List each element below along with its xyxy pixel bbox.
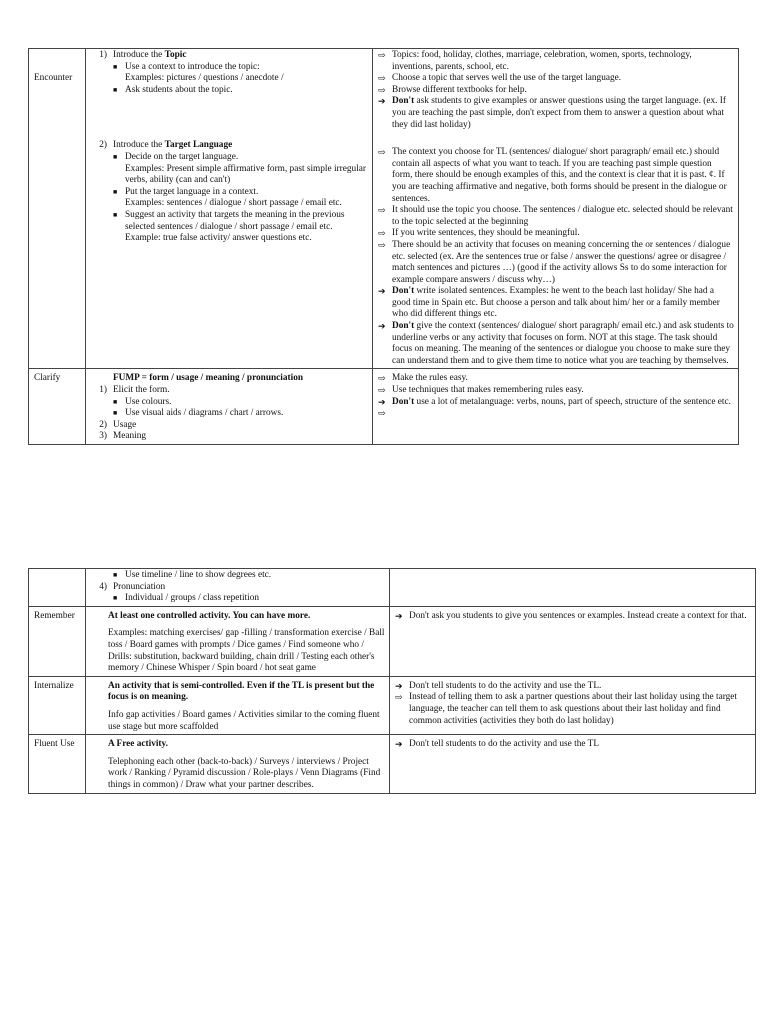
bullet-item: ■ Ask students about the topic. xyxy=(113,84,233,95)
outline-arrow-icon: ⇨ xyxy=(378,373,386,384)
stage-label-cell xyxy=(29,569,86,607)
remember-notes xyxy=(395,611,751,623)
note-item xyxy=(395,611,751,623)
note-item xyxy=(378,240,734,286)
encounter-topic-notes xyxy=(378,50,734,131)
note-text: Topics: food, holiday, clothes, marriage, celebration, women, sports, technology, inventions, parents, school, etc. xyxy=(392,50,692,72)
note-text: Use techniques that makes remembering rules easy. xyxy=(392,385,584,396)
internalize-notes-cell xyxy=(390,676,756,734)
stage-label-remember: Remember xyxy=(34,610,75,621)
fump-heading: FUMP = form / usage / meaning / pronunciation xyxy=(113,373,304,384)
note-text: write isolated sentences. Examples: he went to the beach last holiday/ She had a good time in Spain etc. But choose a person and talk about him/ her or a family member who did different things etc. xyxy=(392,286,720,320)
clarify-steps-cell xyxy=(86,369,373,445)
internalize-cell xyxy=(86,676,390,734)
example-text: Examples: pictures / questions / anecdote / xyxy=(125,73,284,84)
encounter-notes-cell xyxy=(373,49,739,369)
outline-arrow-icon: ⇨ xyxy=(378,385,386,396)
outline-arrow-icon: ⇨ xyxy=(378,147,386,158)
square-bullet-icon: ■ xyxy=(113,85,118,94)
stage-label-fluent-use: Fluent Use xyxy=(34,739,75,750)
bold-arrow-icon: ➔ xyxy=(395,739,403,750)
note-text: Instead of telling them to ask a partner questions about their last holiday using the target language, the teacher can tell them to ask questions about their last holiday and find common activities (activities they both do last holiday) xyxy=(409,692,737,726)
internalize-body: Info gap activities / Board games / Activities similar to the coming fluent use stage but more scaffolded xyxy=(108,709,380,732)
square-bullet-icon: ■ xyxy=(113,152,118,161)
outline-arrow-icon: ⇨ xyxy=(378,408,386,419)
fluent-use-body: Telephoning each other (back-to-back) / Surveys / interviews / Project work / Ranking / Pyramid discussion / Role-plays / Venn Diagrams (Find things in common) / Draw what your partner describes. xyxy=(108,756,381,790)
clarify-notes xyxy=(378,373,734,419)
bullet-item: ■ Individual / groups / class repetition xyxy=(113,593,260,604)
bullet-item: ■ Use a context to introduce the topic: xyxy=(113,61,260,72)
square-bullet-icon: ■ xyxy=(113,409,118,418)
bullet-item: ■ Put the target language in a context. xyxy=(113,186,259,197)
stage-label-cell xyxy=(29,735,86,793)
outline-arrow-icon: ⇨ xyxy=(378,50,386,60)
stage-label-cell xyxy=(29,49,86,369)
remember-cell xyxy=(86,606,390,676)
note-text: Browse different textbooks for help. xyxy=(392,84,527,95)
internalize-row xyxy=(29,676,756,734)
note-item xyxy=(378,228,734,240)
remember-row xyxy=(29,606,756,676)
note-item xyxy=(378,50,734,73)
stage-label-cell xyxy=(29,606,86,676)
note-item xyxy=(378,96,734,131)
note-item xyxy=(378,73,734,85)
example-text: Examples: sentences / dialogue / short passage / email etc. xyxy=(125,198,342,209)
step-meaning: 3) Meaning xyxy=(99,431,147,442)
square-bullet-icon: ■ xyxy=(113,62,118,71)
square-bullet-icon: ■ xyxy=(113,594,118,603)
clarify-continued-row xyxy=(29,569,756,607)
square-bullet-icon: ■ xyxy=(113,571,118,579)
bold-arrow-icon: ➔ xyxy=(378,96,386,107)
fluent-use-row xyxy=(29,735,756,793)
remember-heading: At least one controlled activity. You can have more. xyxy=(108,610,311,621)
note-text: Don't ask you students to give you sentences or examples. Instead create a context for that. xyxy=(409,610,747,621)
fluent-use-cell xyxy=(86,735,390,793)
note-text: There should be an activity that focuses on meaning concerning the or sentences / dialogue etc. selected (ex. Are the sentences true or false / answer the questions/ agree or disagree / match sentences and pictures …) (good if the activity allows Ss to do some interaction for example compare answers / discuss why…) xyxy=(392,239,731,285)
outline-arrow-icon: ⇨ xyxy=(395,692,403,703)
note-item xyxy=(378,408,734,420)
outline-arrow-icon: ⇨ xyxy=(378,84,386,95)
clarify-continued-cell xyxy=(86,569,390,607)
remember-body: Examples: matching exercises/ gap -filling / transformation exercise / Ball toss / Board games with prompts / Dice games / Find someone who / Drills: substitution, backward building, chain drill / Testing each other's memory / Chinese Whisper / Spin board / hot seat game xyxy=(108,628,385,674)
stage-label-cell xyxy=(29,676,86,734)
clarify-row xyxy=(29,369,739,445)
encounter-row xyxy=(29,49,739,369)
note-item xyxy=(395,681,751,693)
dont-label: Don't xyxy=(392,96,415,107)
bold-arrow-icon: ➔ xyxy=(395,610,403,621)
note-item xyxy=(378,373,734,385)
internalize-heading: An activity that is semi-controlled. Even if the TL is present but the focus is on meaning. xyxy=(108,680,375,703)
bold-arrow-icon: ➔ xyxy=(378,321,386,332)
fluent-use-heading: A Free activity. xyxy=(108,739,168,750)
step-pronunciation: 4) Pronunciation xyxy=(99,581,166,592)
dont-label: Don't xyxy=(392,286,415,297)
note-item xyxy=(378,147,734,205)
note-text: ask students to give examples or answer questions using the target language. (ex. If you are teaching the past simple, don't expect from them to answer a question about what they did last holiday) xyxy=(392,96,726,130)
note-text: Make the rules easy. xyxy=(392,373,468,384)
bullet-item: ■ Decide on the target language. xyxy=(113,151,239,162)
note-item xyxy=(395,692,751,727)
internalize-notes xyxy=(395,681,751,727)
square-bullet-icon: ■ xyxy=(113,397,118,406)
lesson-plan-table-2 xyxy=(28,568,756,794)
encounter-tl-notes xyxy=(378,147,734,367)
bullet-item: ■ Use colours. xyxy=(113,396,172,407)
step-topic: 1) Introduce the Topic xyxy=(99,50,187,60)
bold-arrow-icon: ➔ xyxy=(378,396,386,407)
note-item xyxy=(378,397,734,409)
remember-notes-cell xyxy=(390,606,756,676)
stage-label-cell xyxy=(29,369,86,445)
empty-notes-cell xyxy=(390,569,756,607)
bullet-item: ■ Use timeline / line to show degrees etc. xyxy=(113,570,272,580)
example-text: Examples: Present simple affirmative form, past simple irregular verbs, ability (can and can't) xyxy=(125,163,366,186)
step-elicit: 1) Elicit the form. xyxy=(99,385,170,396)
encounter-steps-cell xyxy=(86,49,373,369)
step-usage: 2) Usage xyxy=(99,419,137,430)
bold-arrow-icon: ➔ xyxy=(378,286,386,297)
note-text: If you write sentences, they should be meaningful. xyxy=(392,228,580,239)
dont-label: Don't xyxy=(392,321,415,332)
square-bullet-icon: ■ xyxy=(113,210,118,219)
note-item xyxy=(378,286,734,321)
bold-arrow-icon: ➔ xyxy=(395,680,403,691)
note-text: The context you choose for TL (sentences/ dialogue/ short paragraph/ email etc.) should contain all aspects of what you want to teach. If you are teaching past simple question form, there should be enough examples of this, and the context is clear that it is past. ¢. If you are teaching affirmative and negative, both forms should be present in the dialogue or sentences. xyxy=(392,147,727,204)
note-item xyxy=(378,205,734,228)
fluent-use-notes xyxy=(395,739,751,751)
note-text: give the context (sentences/ dialogue/ short paragraph/ email etc.) and ask students to underline verbs or any activity that focuses on form. NOT at this stage. The task should focus on meaning. The meaning of the sentences or dialogue you choose to make sure they can understand them and to give them time to notice what you are teaching by themselves. xyxy=(392,321,734,366)
note-text: use a lot of metalanguage: verbs, nouns, part of speech, structure of the sentence etc. xyxy=(414,396,731,407)
clarify-notes-cell xyxy=(373,369,739,445)
note-item xyxy=(378,321,734,367)
stage-label-clarify: Clarify xyxy=(34,373,61,384)
note-text: Don't tell students to do the activity and use the TL. xyxy=(409,680,602,691)
outline-arrow-icon: ⇨ xyxy=(378,73,386,84)
stage-label-internalize: Internalize xyxy=(34,680,74,691)
outline-arrow-icon: ⇨ xyxy=(378,205,386,216)
note-item xyxy=(378,85,734,97)
outline-arrow-icon: ⇨ xyxy=(378,228,386,239)
bullet-item: ■ Suggest an activity that targets the meaning in the previous selected sentences / dialogue / short passage / email etc. xyxy=(113,209,345,232)
step-target-language: 2) Introduce the Target Language xyxy=(99,140,233,151)
example-text: Example: true false activity/ answer questions etc. xyxy=(125,233,312,244)
lesson-plan-table-1 xyxy=(28,48,739,445)
note-text: It should use the topic you choose. The sentences / dialogue etc. selected should be relevant to the topic selected at the beginning xyxy=(392,205,733,227)
note-item xyxy=(395,739,751,751)
dont-label: Don't xyxy=(392,396,415,407)
note-item xyxy=(378,385,734,397)
note-text: Don't tell students to do the activity and use the TL xyxy=(409,739,599,750)
stage-label-encounter: Encounter xyxy=(34,73,73,83)
outline-arrow-icon: ⇨ xyxy=(378,239,386,250)
note-text: Choose a topic that serves well the use of the target language. xyxy=(392,73,622,84)
fluent-use-notes-cell xyxy=(390,735,756,793)
square-bullet-icon: ■ xyxy=(113,187,118,196)
bullet-item: ■ Use visual aids / diagrams / chart / arrows. xyxy=(113,408,284,419)
